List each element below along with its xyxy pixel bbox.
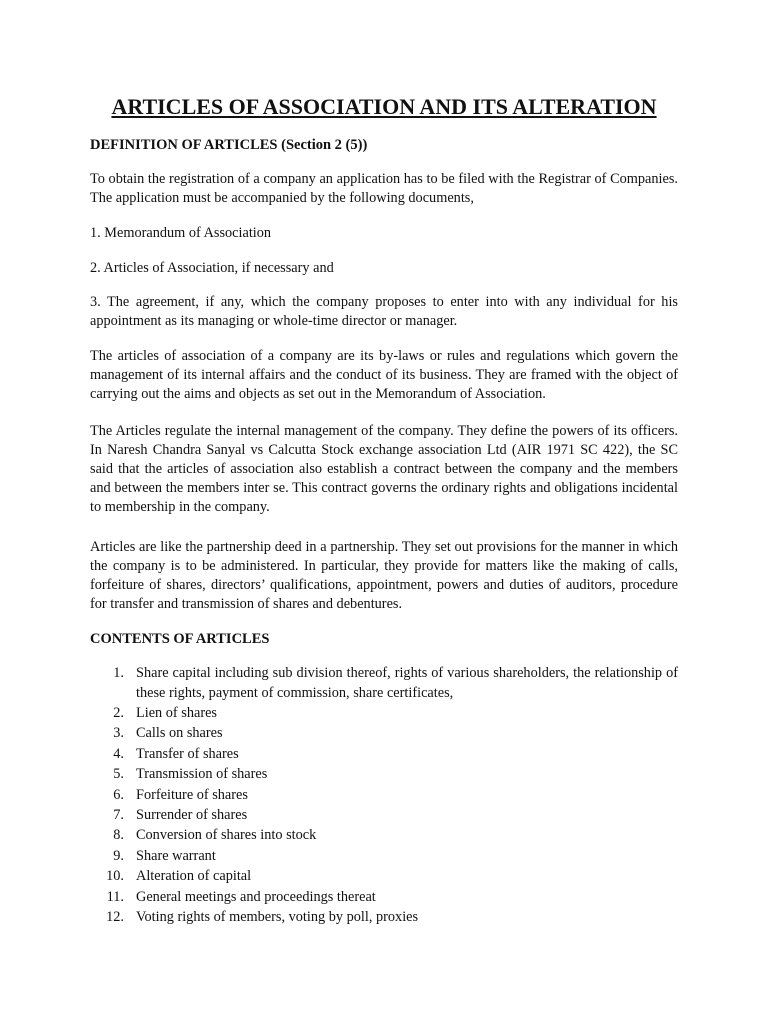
section-heading-contents: CONTENTS OF ARTICLES	[90, 631, 270, 647]
list-item: 10. Alteration of capital	[106, 868, 252, 885]
document-item-3: 3. The agreement, if any, which the company proposes to enter into with any individual for his appointment as its managing or whole-time director or manager.	[90, 294, 678, 329]
list-item: 6. Forfeiture of shares	[113, 786, 248, 803]
section-heading-definition: DEFINITION OF ARTICLES (Section 2 (5))	[90, 137, 368, 153]
list-item: 7. Surrender of shares	[113, 807, 248, 824]
paragraph-partnership: Articles are like the partnership deed in a partnership. They set out provisions for the manner in which the company is to be administered. In particular, they provide for matters like the making of calls, forfeiture of shares, directors’ qualifications, appointment, powers and duties of auditors, procedure for transfer and transmission of shares and debentures.	[90, 539, 678, 612]
paragraph-bylaws: The articles of association of a company are its by-laws or rules and regulations which govern the management of its internal affairs and the conduct of its business. They are framed with the object of carrying out the aims and objects as set out in the Memorandum of Association.	[90, 348, 678, 402]
list-item: 4. Transfer of shares	[113, 745, 239, 762]
list-item: 5. Transmission of shares	[113, 766, 268, 783]
document-item-2: 2. Articles of Association, if necessary and	[90, 260, 334, 276]
list-item: 11. General meetings and proceedings thereat	[106, 888, 376, 905]
document-item-1: 1. Memorandum of Association	[90, 225, 272, 241]
list-item: 12. Voting rights of members, voting by poll, proxies	[106, 909, 419, 926]
document-title: ARTICLES OF ASSOCIATION AND ITS ALTERATION	[111, 94, 657, 119]
list-item: 9. Share warrant	[113, 847, 216, 864]
contents-list	[90, 663, 678, 927]
list-item: 3. Calls on shares	[113, 725, 223, 742]
list-item: 8. Conversion of shares into stock	[113, 827, 317, 844]
intro-paragraph: To obtain the registration of a company an application has to be filed with the Registrar of Companies. The application must be accompanied by the following documents,	[90, 171, 678, 206]
list-item: 1. Share capital including sub division thereof, rights of various shareholders, the relationship of these rights, payment of commission, share certificates,	[113, 665, 678, 701]
list-item: 2. Lien of shares	[113, 705, 217, 721]
paragraph-regulate: The Articles regulate the internal management of the company. They define the powers of its officers. In Naresh Chandra Sanyal vs Calcutta Stock exchange association Ltd (AIR 1971 SC 422), the SC said that the articles of association also establish a contract between the company and the members and between the members inter se. This contract governs the ordinary rights and obligations incidental to membership in the company.	[90, 423, 678, 515]
